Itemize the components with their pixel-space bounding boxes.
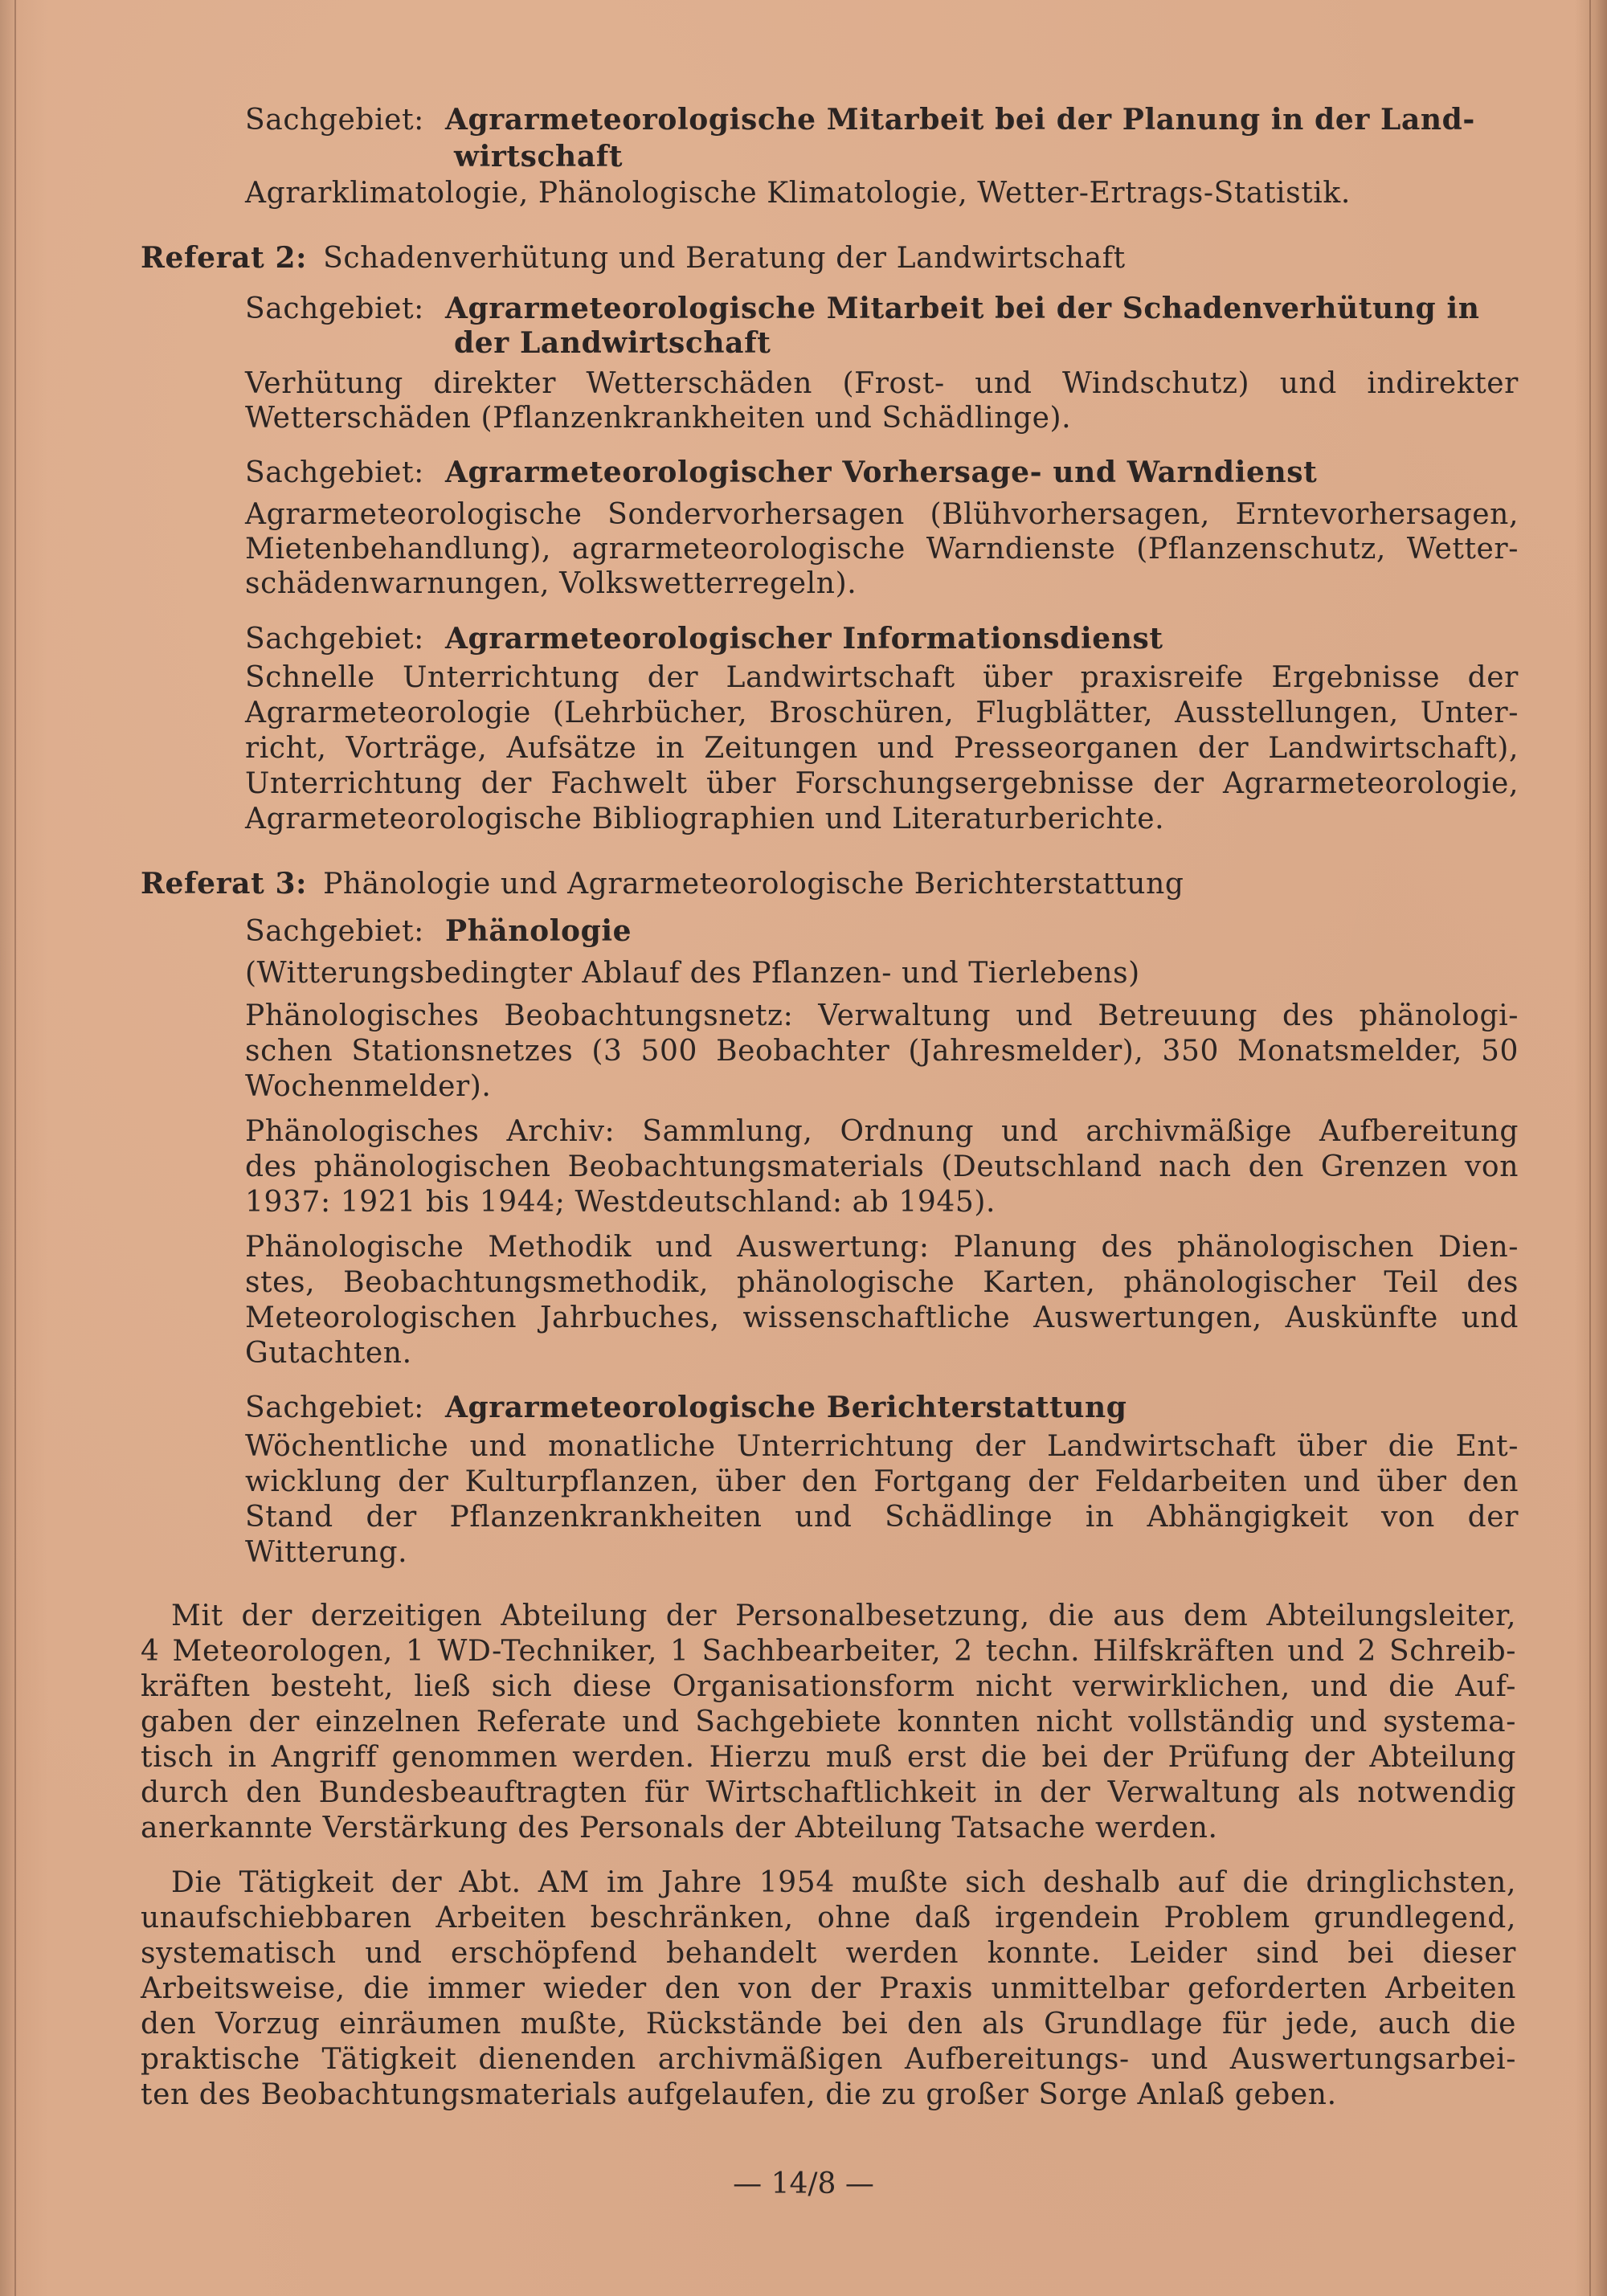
text-line: des phänologischen Beobachtungsmaterials (Deutschland nach den Grenzen von	[245, 1150, 1519, 1183]
sachgebiet-title: Agrarmeteorologischer Vorhersage- und Warndienst	[444, 456, 1318, 489]
text-line: Stand der Pflanzenkrankheiten und Schädlinge in Abhängigkeit von der	[245, 1501, 1519, 1534]
text-line: 1937: 1921 bis 1944; Westdeutschland: ab 1945).	[245, 1186, 996, 1219]
page-edge-right	[1589, 0, 1591, 2296]
sachgebiet-heading	[245, 1390, 1127, 1426]
paragraph-line: 4 Meteorologen, 1 WD-Techniker, 1 Sachbearbeiter, 2 techn. Hilfskräften und 2 Schreib-	[141, 1635, 1516, 1668]
sachgebiet-label: Sachgebiet:	[245, 915, 424, 948]
text-line: wicklung der Kulturpflanzen, über den Fortgang der Feldarbeiten und über den	[245, 1465, 1519, 1498]
referat-title: Phänologie und Agrarmeteorologische Berichterstattung	[323, 868, 1184, 901]
paragraph-line: systematisch und erschöpfend behandelt werden konnte. Leider sind bei dieser	[141, 1937, 1516, 1970]
text-line: stes, Beobachtungsmethodik, phänologische Karten, phänologischer Teil des	[245, 1266, 1519, 1299]
paragraph-line: kräften besteht, ließ sich diese Organisationsform nicht verwirklichen, und die Auf-	[141, 1670, 1516, 1703]
referat-heading	[141, 866, 1184, 902]
sachgebiet-title: Agrarmeteorologischer Informationsdienst	[444, 622, 1163, 656]
text-line: Verhütung direkter Wetterschäden (Frost- und Windschutz) und indirekter	[245, 367, 1519, 400]
paragraph-line: unaufschiebbaren Arbeiten beschränken, ohne daß irgendein Problem grundlegend,	[141, 1902, 1516, 1934]
paragraph-line: tisch in Angriff genommen werden. Hierzu muß erst die bei der Prüfung der Abteilung	[141, 1741, 1516, 1774]
text-line: Schnelle Unterrichtung der Landwirtschaft über praxisreife Ergebnisse der	[245, 661, 1519, 694]
sachgebiet-heading	[245, 621, 1163, 657]
sachgebiet-label: Sachgebiet:	[245, 104, 424, 137]
text-line: Unterrichtung der Fachwelt über Forschungsergebnisse der Agrarmeteorologie,	[245, 767, 1519, 800]
referat-label: Referat 2:	[141, 241, 308, 275]
sachgebiet-heading	[245, 455, 1317, 491]
sachgebiet-title: Agrarmeteorologische Berichterstattung	[444, 1391, 1127, 1424]
text-line: Gutachten.	[245, 1337, 412, 1370]
text-line: Wetterschäden (Pflanzenkrankheiten und Schädlinge).	[245, 402, 1072, 435]
sachgebiet-label: Sachgebiet:	[245, 1391, 424, 1424]
text-line: Mietenbehandlung), agrarmeteorologische Warndienste (Pflanzenschutz, Wetter-	[245, 533, 1519, 566]
sachgebiet-heading	[245, 913, 632, 950]
text-line: Wöchentliche und monatliche Unterrichtung der Landwirtschaft über die Ent-	[245, 1430, 1519, 1463]
text-line: Phänologisches Beobachtungsnetz: Verwaltung und Betreuung des phänologi-	[245, 999, 1519, 1032]
text-line: Agrarmeteorologie (Lehrbücher, Broschüren, Flugblätter, Ausstellungen, Unter-	[245, 697, 1519, 729]
paragraph-line: anerkannte Verstärkung des Personals der Abteilung Tatsache werden.	[141, 1812, 1218, 1845]
sachgebiet-title: Phänologie	[444, 914, 632, 948]
paragraph-line: gaben der einzelnen Referate und Sachgebiete konnten nicht vollständig und systema-	[141, 1706, 1516, 1738]
paragraph-line: Die Tätigkeit der Abt. AM im Jahre 1954 mußte sich deshalb auf die dringlichsten,	[171, 1866, 1516, 1899]
paragraph-line: Mit der derzeitigen Abteilung der Personalbesetzung, die aus dem Abteilungsleiter,	[171, 1599, 1516, 1632]
text-line: Agrarklimatologie, Phänologische Klimatologie, Wetter-Ertrags-Statistik.	[245, 177, 1351, 210]
text-line: Witterung.	[245, 1536, 408, 1569]
text-line: schädenwarnungen, Volkswetterregeln).	[245, 567, 857, 600]
paragraph-line: praktische Tätigkeit dienenden archivmäßigen Aufbereitungs- und Auswertungsarbei-	[141, 2043, 1516, 2076]
sachgebiet-heading	[245, 291, 1480, 327]
sachgebiet-title: Agrarmeteorologische Mitarbeit bei der Schadenverhütung in	[444, 292, 1480, 325]
paragraph-line: den Vorzug einräumen mußte, Rückstände bei den als Grundlage für jede, auch die	[141, 2008, 1516, 2041]
sachgebiet-title-cont: wirtschaft	[454, 140, 624, 174]
page-edge-left	[14, 0, 16, 2296]
sachgebiet-label: Sachgebiet:	[245, 623, 424, 656]
sachgebiet-title-cont: der Landwirtschaft	[454, 326, 771, 360]
text-line: (Witterungsbedingter Ablauf des Pflanzen- und Tierlebens)	[245, 957, 1140, 990]
sachgebiet-heading	[245, 102, 1475, 138]
paragraph-line: durch den Bundesbeauftragten für Wirtschaftlichkeit in der Verwaltung als notwendig	[141, 1776, 1516, 1809]
text-line: schen Stationsnetzes (3 500 Beobachter (Jahresmelder), 350 Monatsmelder, 50	[245, 1035, 1519, 1068]
sachgebiet-title: Agrarmeteorologische Mitarbeit bei der Planung in der Land-	[444, 103, 1475, 137]
paragraph-line: ten des Beobachtungsmaterials aufgelaufen, die zu großer Sorge Anlaß geben.	[141, 2078, 1337, 2111]
sachgebiet-label: Sachgebiet:	[245, 292, 424, 325]
referat-heading	[141, 240, 1126, 276]
text-line: Wochenmelder).	[245, 1070, 492, 1103]
page-number: — 14/8 —	[733, 2167, 874, 2200]
referat-title: Schadenverhütung und Beratung der Landwirtschaft	[323, 242, 1126, 275]
text-line: Agrarmeteorologische Sondervorhersagen (Blühvorhersagen, Erntevorhersagen,	[245, 498, 1519, 531]
referat-label: Referat 3:	[141, 867, 308, 901]
text-line: Agrarmeteorologische Bibliographien und Literaturberichte.	[245, 803, 1165, 835]
paragraph-line: Arbeitsweise, die immer wieder den von der Praxis unmittelbar geforderten Arbeiten	[141, 1972, 1516, 2005]
sachgebiet-label: Sachgebiet:	[245, 456, 424, 489]
text-line: Phänologisches Archiv: Sammlung, Ordnung und archivmäßige Aufbereitung	[245, 1115, 1519, 1148]
text-line: richt, Vorträge, Aufsätze in Zeitungen und Presseorganen der Landwirtschaft),	[245, 732, 1519, 765]
text-line: Meteorologischen Jahrbuches, wissenschaftliche Auswertungen, Auskünfte und	[245, 1301, 1519, 1334]
text-line: Phänologische Methodik und Auswertung: Planung des phänologischen Dien-	[245, 1231, 1519, 1264]
